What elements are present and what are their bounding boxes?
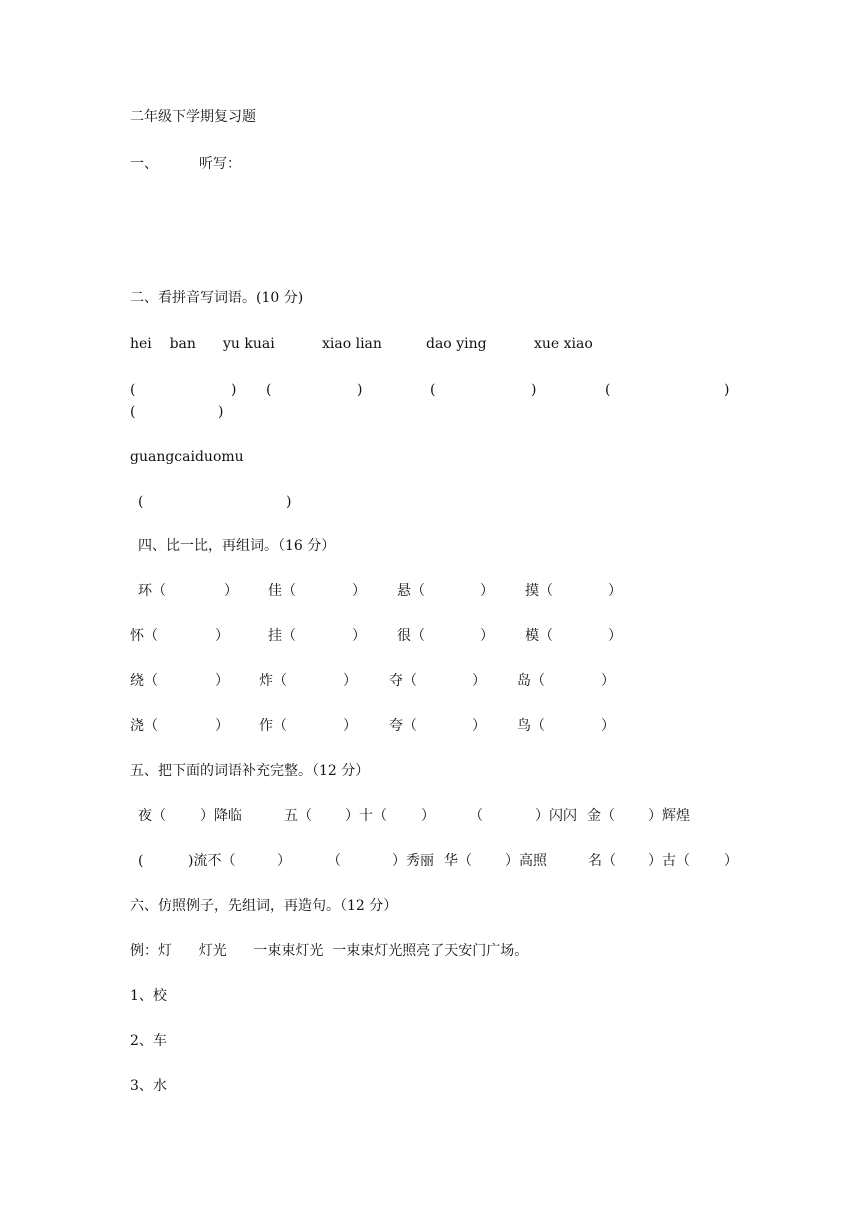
fill-word-segment: 夜（ xyxy=(138,808,166,824)
compare-item: 炸（ xyxy=(259,673,287,689)
section-1-label: 听写： xyxy=(199,156,241,172)
fill-word-segment: ）闪闪 xyxy=(535,808,577,824)
pinyin-item: yu kuai xyxy=(223,336,275,352)
answer-blank-close: ) xyxy=(218,404,224,420)
compare-item: 浇（ xyxy=(130,718,158,734)
compare-close: ） xyxy=(215,628,229,644)
compare-item: 很（ xyxy=(397,628,425,644)
pinyin-item: xiao lian xyxy=(322,336,382,352)
fill-word-segment: ）秀丽 xyxy=(392,853,434,869)
compare-close: ） xyxy=(224,583,238,599)
compare-close: ） xyxy=(608,628,622,644)
exercise-item: 2、车 xyxy=(130,1033,167,1049)
fill-word-segment: 华（ xyxy=(444,853,472,869)
fill-word-segment: （ xyxy=(327,853,341,869)
fill-word-segment: 金（ xyxy=(587,808,615,824)
answer-blank-close: ) xyxy=(286,494,292,510)
compare-item: 夸（ xyxy=(389,718,417,734)
pinyin-long: guangcaiduomu xyxy=(130,449,244,465)
fill-word-segment: ） xyxy=(277,853,291,869)
compare-item: 怀（ xyxy=(130,628,158,644)
exercise-item: 3、水 xyxy=(130,1078,167,1094)
fill-word-segment: )流不（ xyxy=(188,853,236,869)
compare-close: ） xyxy=(472,673,486,689)
answer-blank-open: ( xyxy=(130,404,136,420)
fill-word-segment: ）降临 xyxy=(200,808,242,824)
section-2-heading: 二、看拼音写词语。(10 分) xyxy=(130,290,304,306)
compare-item: 岛（ xyxy=(517,673,545,689)
compare-close: ） xyxy=(352,628,366,644)
section-5-heading: 五、把下面的词语补充完整。（12 分） xyxy=(130,763,370,779)
answer-blank-open: ( xyxy=(130,382,136,398)
fill-word-segment: ）辉煌 xyxy=(648,808,690,824)
example-sentence: 例：灯 灯光 一束束灯光 一束束灯光照亮了天安门广场。 xyxy=(130,943,529,959)
compare-item: 鸟（ xyxy=(517,718,545,734)
page-title: 二年级下学期复习题 xyxy=(130,109,256,125)
compare-close: ） xyxy=(215,673,229,689)
pinyin-item: xue xiao xyxy=(534,336,593,352)
fill-word-segment: ） xyxy=(421,808,435,824)
fill-word-segment: （ xyxy=(469,808,483,824)
pinyin-item: dao ying xyxy=(426,336,487,352)
compare-item: 夺（ xyxy=(389,673,417,689)
compare-close: ） xyxy=(343,718,357,734)
compare-close: ） xyxy=(343,673,357,689)
answer-blank-close: ) xyxy=(357,382,363,398)
compare-close: ） xyxy=(472,718,486,734)
compare-close: ） xyxy=(608,583,622,599)
answer-blank-open: ( xyxy=(605,382,611,398)
compare-item: 摸（ xyxy=(525,583,553,599)
exercise-item: 1、校 xyxy=(130,988,167,1004)
section-6-heading: 六、仿照例子，先组词，再造句。（12 分） xyxy=(130,898,398,914)
fill-word-segment: 五（ xyxy=(284,808,312,824)
compare-item: 悬（ xyxy=(397,583,425,599)
compare-item: 模（ xyxy=(525,628,553,644)
fill-word-segment: ）古（ xyxy=(648,853,690,869)
answer-blank-open: ( xyxy=(266,382,272,398)
compare-close: ） xyxy=(352,583,366,599)
fill-word-segment: 名（ xyxy=(588,853,616,869)
fill-word-segment: ( xyxy=(138,853,144,869)
answer-blank-close: ) xyxy=(724,382,730,398)
fill-word-segment: ） xyxy=(724,853,738,869)
compare-item: 绕（ xyxy=(130,673,158,689)
fill-word-segment: ）高照 xyxy=(505,853,547,869)
section-1-number: 一、 xyxy=(130,156,158,172)
answer-blank-close: ) xyxy=(531,382,537,398)
compare-item: 挂（ xyxy=(268,628,296,644)
answer-blank-open: ( xyxy=(430,382,436,398)
compare-item: 作（ xyxy=(259,718,287,734)
compare-item: 佳（ xyxy=(268,583,296,599)
pinyin-item: hei ban xyxy=(130,336,196,352)
fill-word-segment: ）十（ xyxy=(345,808,387,824)
compare-close: ） xyxy=(601,718,615,734)
compare-close: ） xyxy=(480,628,494,644)
compare-item: 环（ xyxy=(138,583,166,599)
compare-close: ） xyxy=(480,583,494,599)
answer-blank-close: ) xyxy=(231,382,237,398)
answer-blank-open: ( xyxy=(138,494,144,510)
compare-close: ） xyxy=(601,673,615,689)
section-4-heading: 四、比一比，再组词。（16 分） xyxy=(138,538,336,554)
compare-close: ） xyxy=(215,718,229,734)
